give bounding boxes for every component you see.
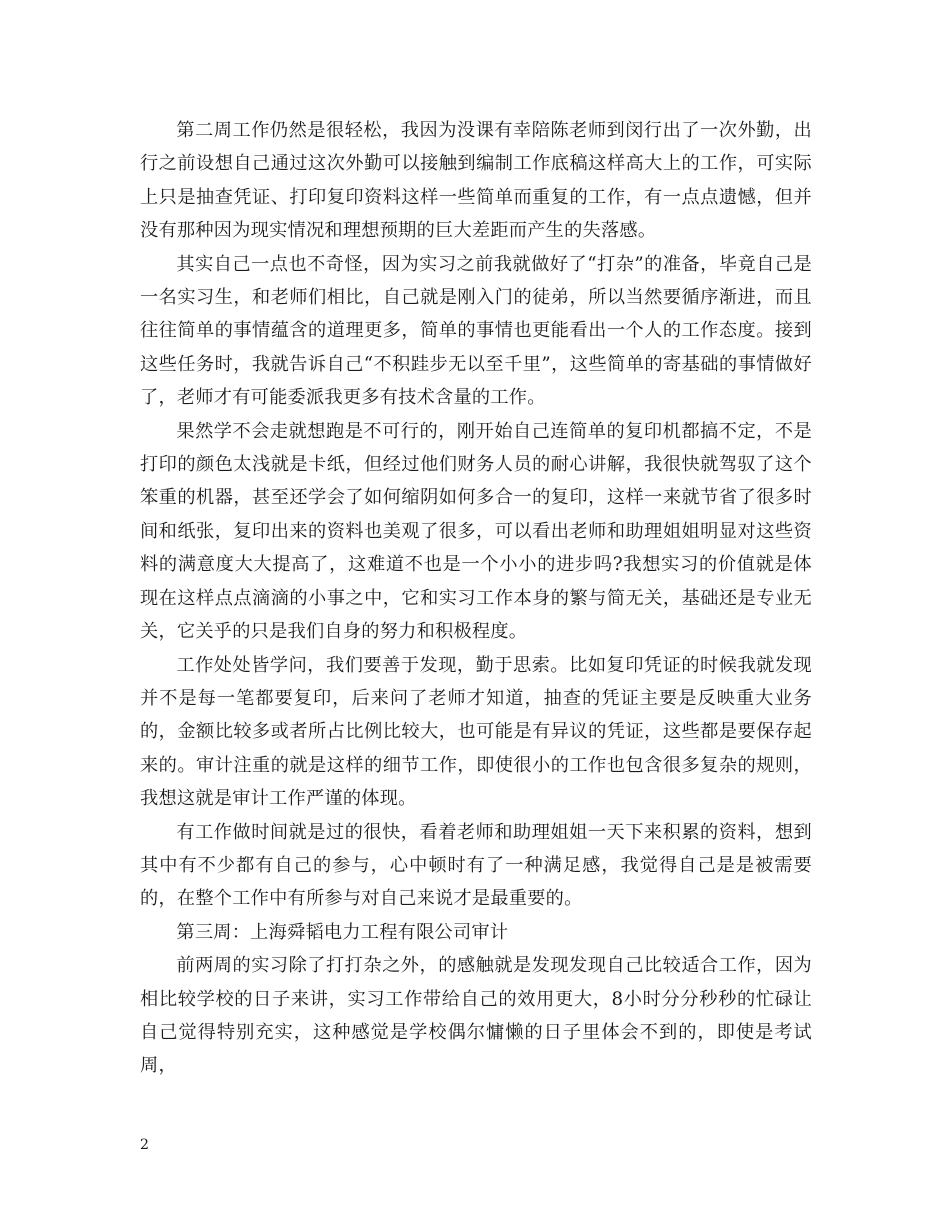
paragraph: 工作处处皆学问，我们要善于发现，勤于思索。比如复印凭证的时候我就发现并不是每一笔都要复印，后来问了老师才知道，抽查的凭证主要是反映重大业务的，金额比较多或者所占比例比较大，也可能是有异议的凭证，这些都是要保存起来的。审计注重的就是这样的细节工作，即使很小的工作也包含很多复杂的规则，我想这就是审计工作严谨的体现。 [140,654,812,810]
page-number: 2 [140,1137,149,1153]
paragraph: 有工作做时间就是过的很快，看着老师和助理姐姐一天下来积累的资料，想到其中有不少都有自己的参与，心中顿时有了一种满足感，我觉得自己是是被需要的，在整个工作中有所参与对自己来说才是最重要的。 [140,821,812,910]
section-heading: 第三周：上海舜韬电力工程有限公司审计 [176,921,509,943]
paragraph: 前两周的实习除了打打杂之外，的感触就是发现发现自己比较适合工作，因为相比较学校的日子来讲，实习工作带给自己的效用更大，8小时分分秒秒的忙碌让自己觉得特别充实，这种感觉是学校偶尔慵懒的日子里体会不到的，即使是考试周， [140,955,812,1077]
paragraph: 果然学不会走就想跑是不可行的，刚开始自己连简单的复印机都搞不定，不是打印的颜色太浅就是卡纸，但经过他们财务人员的耐心讲解，我很快就驾驭了这个笨重的机器，甚至还学会了如何缩阴如何多合一的复印，这样一来就节省了很多时间和纸张，复印出来的资料也美观了很多，可以看出老师和助理姐姐明显对这些资料的满意度大大提高了，这难道不也是一个小小的进步吗?我想实习的价值就是体现在这样点点滴滴的小事之中，它和实习工作本身的繁与简无关，基础还是专业无关，它关乎的只是我们自身的努力和积极程度。 [140,420,812,643]
paragraph: 第二周工作仍然是很轻松，我因为没课有幸陪陈老师到闵行出了一次外勤，出行之前设想自己通过这次外勤可以接触到编制工作底稿这样高大上的工作，可实际上只是抽查凭证、打印复印资料这样一些简单而重复的工作，有一点点遗憾，但并没有那种因为现实情况和理想预期的巨大差距而产生的失落感。 [140,120,812,242]
paragraph: 其实自己一点也不奇怪，因为实习之前我就做好了“打杂”的准备，毕竟自己是一名实习生，和老师们相比，自己就是刚入门的徒弟，所以当然要循序渐进，而且往往简单的事情蕴含的道理更多，简单的事情也更能看出一个人的工作态度。接到这些任务时，我就告诉自己“不积跬步无以至千里”，这些简单的寄基础的事情做好了，老师才有可能委派我更多有技术含量的工作。 [140,253,812,409]
document-body [140,114,812,1083]
